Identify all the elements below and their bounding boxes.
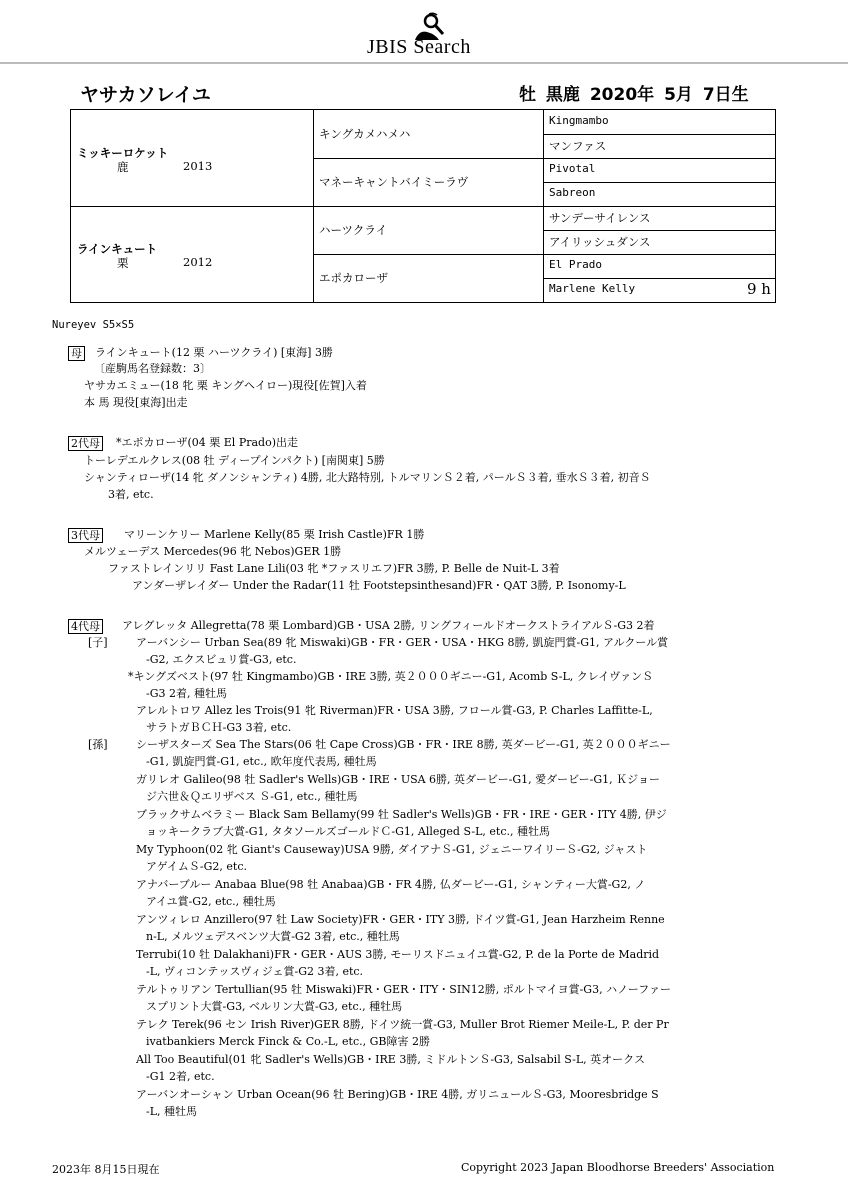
dam-dam-name[interactable]: エポカローザ	[319, 271, 388, 285]
g4-line: ブラックサムベラミー Black Sam Bellamy(99 牡 Sadler's Wells)GB・FR・IRE・GER・ITY 4勝, 伊ジ	[136, 808, 667, 821]
dam-line: 本 馬 現役[東海]出走	[84, 396, 188, 409]
dam-line: ヤサカエミュー(18 牝 栗 キングヘイロー)現役[佐賀]入着	[84, 379, 367, 392]
sire-year: 2013	[183, 159, 213, 173]
family-number: 9 h	[747, 280, 771, 298]
sire-color: 鹿	[117, 160, 129, 174]
g3-ancestor[interactable]: サンデーサイレンス	[549, 211, 651, 225]
g4-line: テレク Terek(96 セン Irish River)GER 8勝, ドイツ統一賞-G3, Muller Brot Riemer Meile-L, P. der Pr	[136, 1018, 669, 1031]
g2-line: シャンティローザ(14 牝 ダノンシャンティ) 4勝, 北大路特別, トルマリンＳ２着, パールＳ３着, 垂水Ｓ３着, 初音Ｓ	[84, 471, 651, 484]
g4-line: -G2, エクスビュリ賞-G3, etc.	[146, 653, 297, 666]
g4-line: ivatbankiers Merck Finck & Co.-L, etc., GB障害 2勝	[146, 1035, 430, 1048]
g4-line: ジ六世＆Ｑエリザベス Ｓ-G1, etc., 種牡馬	[146, 790, 358, 803]
g4-line: -L, 種牡馬	[146, 1105, 198, 1118]
g4-line: -G3 2着, 種牡馬	[146, 687, 227, 700]
dam-section-tag: 母	[68, 346, 85, 361]
g3-line: アンダーザレイダー Under the Radar(11 牡 Footstepsinthesand)FR・QAT 3勝, P. Isonomy-L	[132, 579, 626, 592]
logo-text: JBIS Search	[367, 36, 471, 58]
g4-line: Terrubi(10 牡 Dalakhani)FR・GER・AUS 3勝, モーリスドニュイユ賞-G2, P. de la Porte de Madrid	[136, 948, 660, 961]
g3-line: ファストレインリリ Fast Lane Lili(03 牝 *ファスリエフ)FR 3勝, P. Belle de Nuit-L 3着	[108, 562, 560, 575]
horse-name: ヤサカソレイユ	[80, 84, 211, 106]
dam-line: ラインキュート(12 栗 ハーツクライ) [東海] 3勝	[95, 346, 333, 359]
sire-name[interactable]: ミッキーロケット	[77, 146, 169, 160]
g3-ancestor[interactable]: El Prado	[549, 258, 602, 271]
g4-line: アイユ賞-G2, etc., 種牡馬	[146, 895, 276, 908]
g4-line: アンツィレロ Anzillero(97 牡 Law Society)FR・GER・ITY 3勝, ドイツ賞-G1, Jean Harzheim Renne	[136, 913, 665, 926]
dam-name[interactable]: ラインキュート	[77, 242, 158, 256]
g4-line: アレグレッタ Allegretta(78 栗 Lombard)GB・USA 2勝, リングフィールドオークストライアルＳ-G3 2着	[122, 619, 655, 632]
g4-section-tag: 4代母	[68, 619, 103, 634]
g2-line: *エポカローザ(04 栗 El Prado)出走	[116, 436, 298, 449]
dam-line: 〔産駒馬名登録数：3〕	[94, 362, 211, 375]
g4-line: -G1 2着, etc.	[146, 1070, 215, 1083]
g4-line: アーバンシー Urban Sea(89 牝 Miswaki)GB・FR・GER・USA・HKG 8勝, 凱旋門賞-G1, アルクール賞	[136, 636, 669, 649]
jbis-search-logo[interactable]	[365, 12, 495, 60]
g4-line: -G1, 凱旋門賞-G1, etc., 欧年度代表馬, 種牡馬	[146, 755, 377, 768]
footer-date: 2023年 8月15日現在	[52, 1163, 160, 1176]
g4-line: n-L, メルツェデスベンツ大賞-G2 3着, etc., 種牡馬	[146, 930, 400, 943]
g3-ancestor[interactable]: アイリッシュダンス	[549, 235, 651, 249]
g4-line: -L, ヴィコンテッスヴィジェ賞-G2 3着, etc.	[146, 965, 364, 978]
sire-sire-name[interactable]: キングカメハメハ	[319, 127, 411, 141]
g3-ancestor[interactable]: Kingmambo	[549, 114, 609, 127]
g4-line: スプリント大賞-G3, ベルリン大賞-G3, etc., 種牡馬	[146, 1000, 403, 1013]
g4-line: All Too Beautiful(01 牝 Sadler's Wells)GB・IRE 3勝, ミドルトンＳ-G3, Salsabil S-L, 英オークス	[136, 1053, 646, 1066]
g4-line: ガリレオ Galileo(98 牡 Sadler's Wells)GB・IRE・USA 6勝, 英ダービー-G1, 愛ダービー-G1, Ｋジョー	[136, 773, 660, 786]
g3-ancestor[interactable]: マンファス	[549, 139, 607, 153]
g3-ancestor[interactable]: Pivotal	[549, 162, 596, 175]
g4-line: サラトガＢＣＨ-G3 3着, etc.	[146, 721, 292, 734]
dam-year: 2012	[183, 255, 213, 269]
horse-info: 牡 黒鹿 2020年 5月 7日生	[519, 85, 749, 105]
dam-sire-name[interactable]: ハーツクライ	[319, 223, 388, 237]
child-label: [子]	[88, 636, 108, 649]
g3-section-tag: 3代母	[68, 528, 103, 543]
inbreeding-note: Nureyev S5×S5	[52, 319, 135, 331]
g4-line: テルトゥリアン Tertullian(95 牡 Miswaki)FR・GER・ITY・SIN12勝, ポルトマイヨ賞-G3, ハノーファー	[136, 983, 671, 996]
g4-line: アナバーブルー Anabaa Blue(98 牡 Anabaa)GB・FR 4勝, 仏ダービー-G1, シャンティー大賞-G2, ノ	[136, 878, 646, 891]
g3-line: マリーンケリー Marlene Kelly(85 栗 Irish Castle)FR 1勝	[124, 528, 425, 541]
g4-line: アレルトロワ Allez les Trois(91 牝 Riverman)FR・USA 3勝, フロール賞-G3, P. Charles Laffitte-L,	[136, 704, 653, 717]
header-divider	[0, 62, 848, 64]
dam-color: 栗	[117, 256, 129, 270]
g3-line: メルツェーデス Mercedes(96 牝 Nebos)GER 1勝	[84, 545, 342, 558]
g4-line: アーバンオーシャン Urban Ocean(96 牡 Bering)GB・IRE 4勝, ガリニュールＳ-G3, Mooresbridge S	[136, 1088, 659, 1101]
g2-line: トーレデエルクレス(08 牡 ディープインパクト) [南関東] 5勝	[84, 454, 385, 467]
g3-ancestor[interactable]: Sabreon	[549, 186, 596, 199]
g4-line: シーザスターズ Sea The Stars(06 牡 Cape Cross)GB・FR・IRE 8勝, 英ダービー-G1, 英２０００ギニー	[136, 738, 671, 751]
grandchild-label: [孫]	[88, 738, 108, 751]
g4-line: アゲイムＳ-G2, etc.	[146, 860, 247, 873]
g4-line: *キングズベスト(97 牡 Kingmambo)GB・IRE 3勝, 英２０００ギニー-G1, Acomb S-L, クレイヴァンＳ	[128, 670, 654, 683]
g4-line: ョッキークラブ大賞-G1, タタソールズゴールドＣ-G1, Alleged S-L, etc., 種牡馬	[146, 825, 551, 838]
pedigree-table	[70, 109, 776, 303]
g2-section-tag: 2代母	[68, 436, 103, 451]
g3-ancestor[interactable]: Marlene Kelly	[549, 282, 636, 295]
footer-copyright: Copyright 2023 Japan Bloodhorse Breeders' Association	[461, 1161, 775, 1174]
g4-line: My Typhoon(02 牝 Giant's Causeway)USA 9勝, ダイアナＳ-G1, ジェニーワイリーＳ-G2, ジャスト	[136, 843, 648, 856]
sire-dam-name[interactable]: マネーキャントバイミーラヴ	[319, 175, 469, 189]
g2-line: 3着, etc.	[108, 488, 154, 501]
